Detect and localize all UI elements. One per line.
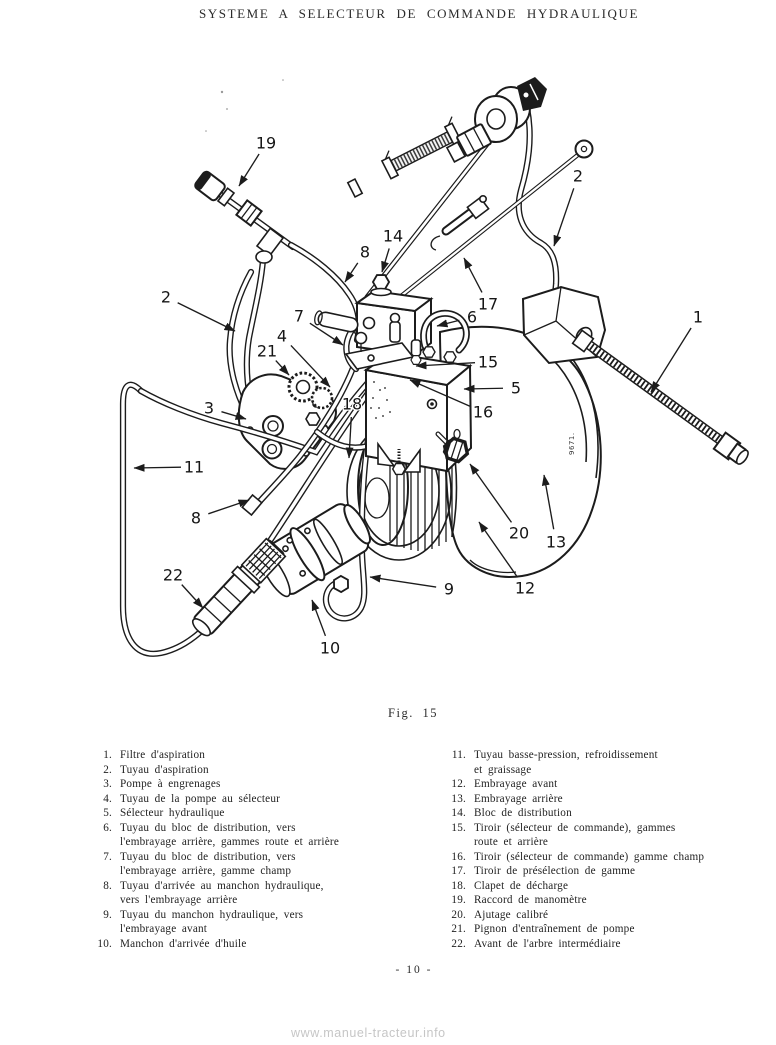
figure-caption: Fig. 15 xyxy=(388,706,438,720)
legend-item-number: 6. xyxy=(103,821,112,834)
legend-item xyxy=(440,777,776,792)
callout-number: 6 xyxy=(466,307,478,327)
legend-item xyxy=(88,792,438,807)
callout-number: 16 xyxy=(472,402,494,422)
legend-item xyxy=(88,806,438,821)
legend-item xyxy=(440,908,776,923)
legend-item-text: Bloc de distribution xyxy=(474,807,572,819)
callout-number: 11 xyxy=(183,457,205,477)
legend-item-number: 5. xyxy=(103,807,112,819)
leader-line xyxy=(464,258,482,292)
legend-item-text: Tuyau du bloc de distribution, vers l'embrayage arrière, gamme champ xyxy=(120,850,296,877)
legend-item-text: Pignon d'entraînement de pompe xyxy=(474,923,635,935)
legend-item-number: 17. xyxy=(451,865,466,877)
legend-item-number: 13. xyxy=(451,792,466,805)
callout-number: 8 xyxy=(359,242,371,262)
callout-number: 14 xyxy=(382,226,404,246)
legend-item xyxy=(440,922,776,937)
callout-number: 5 xyxy=(510,378,522,398)
legend-item xyxy=(440,748,776,777)
legend-item-number: 18. xyxy=(451,879,466,892)
legend-item xyxy=(440,850,776,865)
legend-item-text: Manchon d'arrivée d'huile xyxy=(120,937,247,950)
gear-pump xyxy=(239,373,336,469)
leader-line xyxy=(178,303,235,331)
callout-number: 1 xyxy=(692,307,704,327)
callout-number: 21 xyxy=(256,341,278,361)
legend-left-column xyxy=(88,748,438,951)
legend-item-number: 3. xyxy=(103,778,112,790)
leader-line xyxy=(134,467,181,468)
legend-item xyxy=(88,879,438,908)
legend-item xyxy=(88,748,438,763)
callout-number: 4 xyxy=(276,326,288,346)
page-number: - 10 - xyxy=(395,964,433,976)
legend-item-text: Tuyau du manchon hydraulique, vers l'embrayage avant xyxy=(120,908,304,935)
callout-number: 8 xyxy=(190,508,202,528)
legend-item xyxy=(88,908,438,937)
callout-number: 22 xyxy=(162,565,184,585)
intermediate-shaft xyxy=(187,537,287,642)
legend-item-text: Tuyau basse-pression, refroidissement et graissage xyxy=(474,749,658,776)
legend-item-text: Tuyau d'arrivée au manchon hydraulique, vers l'embrayage arrière xyxy=(120,879,324,906)
legend-item-number: 22. xyxy=(451,937,466,950)
legend-item xyxy=(440,806,776,821)
legend-item-number: 19. xyxy=(451,894,466,906)
legend-item xyxy=(88,821,438,850)
legend-item-number: 1. xyxy=(103,749,112,761)
legend-item-text: Tiroir (sélecteur de commande), gammes route et arrière xyxy=(474,821,676,848)
leader-line xyxy=(312,600,325,636)
legend-item-text: Filtre d'aspiration xyxy=(120,749,206,761)
legend-item xyxy=(88,937,438,952)
legend-right-column xyxy=(440,748,776,951)
legend-item xyxy=(440,821,776,850)
leader-line xyxy=(651,328,691,392)
legend-item-number: 20. xyxy=(451,908,466,921)
leader-line xyxy=(464,388,503,389)
callout-number: 18 xyxy=(341,394,363,414)
leader-line xyxy=(370,577,436,587)
callout-number: 2 xyxy=(160,287,172,307)
watermark: www.manuel-tracteur.info xyxy=(291,1026,446,1040)
drawing-ref: 9671. xyxy=(568,432,576,455)
page-title: SYSTEME A SELECTEUR DE COMMANDE HYDRAULIQUE xyxy=(198,6,640,21)
callout-number: 20 xyxy=(508,523,530,543)
legend-item-number: 2. xyxy=(103,763,112,776)
callout-number: 19 xyxy=(255,133,277,153)
legend-item-number: 11. xyxy=(451,749,466,761)
callout-number: 15 xyxy=(477,352,499,372)
callout-number: 2 xyxy=(572,166,584,186)
callout-number: 3 xyxy=(203,398,215,418)
callout-number: 12 xyxy=(514,578,536,598)
legend-item-number: 9. xyxy=(103,908,112,921)
legend-item xyxy=(440,893,776,908)
suction-pipe-right xyxy=(519,108,556,307)
callout-number: 13 xyxy=(545,532,567,552)
legend-item xyxy=(440,792,776,807)
leader-line xyxy=(182,585,203,608)
callout-number: 9 xyxy=(443,579,455,599)
legend-item xyxy=(440,937,776,952)
legend-item xyxy=(440,864,776,879)
legend-item-text: Ajutage calibré xyxy=(474,908,549,921)
legend-item-text: Embrayage arrière xyxy=(474,792,563,805)
leader-line xyxy=(345,263,358,282)
legend-item xyxy=(88,777,438,792)
legend-item-text: Avant de l'arbre intermédiaire xyxy=(474,937,621,950)
leader-line xyxy=(554,188,574,246)
legend-item-text: Embrayage avant xyxy=(474,778,558,790)
legend-item-text: Tuyau du bloc de distribution, vers l'embrayage arrière, gammes route et arrière xyxy=(120,821,339,848)
legend-item-number: 4. xyxy=(103,792,112,805)
legend-item-number: 21. xyxy=(451,923,466,935)
legend-item-number: 8. xyxy=(103,879,112,892)
legend-item-number: 16. xyxy=(451,850,466,863)
legend-item-text: Sélecteur hydraulique xyxy=(120,807,225,819)
leader-line xyxy=(239,154,259,186)
legend-item-text: Raccord de manomètre xyxy=(474,894,587,906)
leader-line xyxy=(437,320,459,326)
callout-number: 10 xyxy=(319,638,341,658)
legend-item-text: Tuyau d'aspiration xyxy=(120,763,209,776)
legend-item xyxy=(440,879,776,894)
legend-item-text: Pompe à engrenages xyxy=(120,778,221,790)
legend-item-text: Tiroir de présélection de gamme xyxy=(474,865,636,877)
legend-item-text: Clapet de décharge xyxy=(474,879,569,892)
legend-item-text: Tiroir (sélecteur de commande) gamme champ xyxy=(474,850,705,863)
legend-item xyxy=(88,763,438,778)
legend-item-number: 15. xyxy=(451,821,466,834)
legend-item-number: 7. xyxy=(103,850,112,863)
legend-item-text: Tuyau de la pompe au sélecteur xyxy=(120,792,281,805)
legend-item-number: 10. xyxy=(97,937,112,950)
legend-item-number: 12. xyxy=(451,778,466,790)
scan-specks xyxy=(205,79,284,132)
legend-item xyxy=(88,850,438,879)
leader-line xyxy=(276,361,289,375)
callout-number: 7 xyxy=(293,306,305,326)
callout-number: 17 xyxy=(477,294,499,314)
legend-item-number: 14. xyxy=(451,807,466,819)
